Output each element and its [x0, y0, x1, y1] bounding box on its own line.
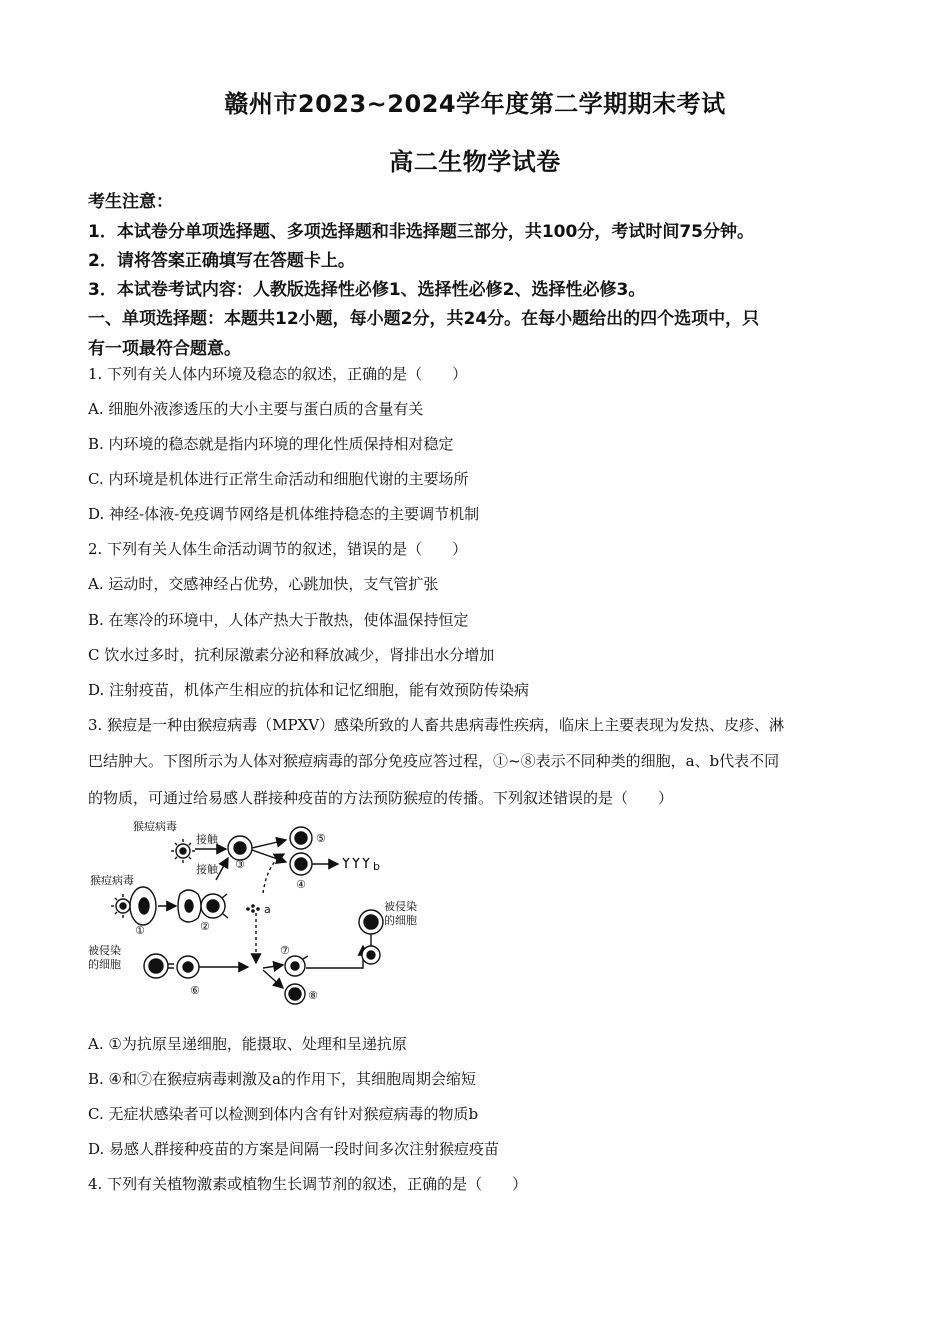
cell-3-icon — [228, 836, 252, 860]
cell-4-icon — [290, 853, 312, 875]
immune-response-diagram — [88, 818, 417, 1016]
antibody-icon — [343, 858, 369, 868]
question-3-option-b: B. ④和⑦在猴痘病毒刺激及a的作用下，其细胞周期会缩短 — [88, 1070, 476, 1088]
section1-heading-cont: 有一项最符合题意。 — [88, 339, 241, 359]
cell-5-number: ⑤ — [316, 832, 326, 845]
cell-1-number: ① — [135, 924, 145, 937]
virus-label-top: 猴痘病毒 — [133, 820, 177, 833]
question-2-option-b: B. 在寒冷的环境中，人体产热大于散热，使体温保持恒定 — [88, 611, 469, 629]
notice-item-3: 3．本试卷考试内容：人教版选择性必修1、选择性必修2、选择性必修3。 — [88, 280, 646, 300]
substance-b-label: b — [373, 860, 380, 873]
question-2-stem: 2. 下列有关人体生命活动调节的叙述，错误的是（ ） — [88, 540, 468, 558]
question-2-option-d: D. 注射疫苗，机体产生相应的抗体和记忆细胞，能有效预防传染病 — [88, 681, 530, 699]
cell-5-icon — [290, 827, 312, 849]
virus-label-left: 猴痘病毒 — [90, 874, 134, 887]
infected-cell-left-icon — [144, 954, 168, 978]
exam-subtitle: 高二生物学试卷 — [389, 148, 561, 176]
question-2-option-a: A. 运动时，交感神经占优势，心跳加快，支气管扩张 — [88, 575, 439, 593]
question-1-option-a: A. 细胞外液渗透压的大小主要与蛋白质的含量有关 — [88, 400, 424, 418]
question-3-stem-line-1: 3. 猴痘是一种由猴痘病毒（MPXV）感染所致的人畜共患病毒性疾病，临床上主要表现为发热、皮疹、淋 — [88, 716, 785, 734]
cell-7-icon — [285, 956, 308, 976]
cell-1-icon — [130, 887, 156, 925]
cell-6-icon — [177, 956, 199, 978]
cell-8-number: ⑧ — [308, 989, 318, 1002]
contact-label-1: 接触 — [196, 833, 218, 846]
cell-8-icon — [285, 984, 305, 1004]
infected-cell-label-right: 被侵染的细胞 — [384, 900, 417, 927]
section1-heading: 一、单项选择题：本题共12小题，每小题2分，共24分。在每小题给出的四个选项中，只 — [88, 309, 760, 329]
cell-3-number: ③ — [235, 858, 245, 871]
question-3-stem-line-3: 的物质，可通过给易感人群接种疫苗的方法预防猴痘的传播。下列叙述错误的是（ ） — [88, 789, 674, 807]
cell-2-number: ② — [200, 920, 210, 933]
infected-cell-right-icon — [359, 910, 383, 934]
notice-item-2: 2．请将答案正确填写在答题卡上。 — [88, 251, 355, 271]
cell-6-number: ⑥ — [190, 984, 200, 997]
presenting-cell-icon — [178, 890, 201, 922]
question-4-stem: 4. 下列有关植物激素或植物生长调节剂的叙述，正确的是（ ） — [88, 1175, 528, 1193]
exam-title: 赣州市2023~2024学年度第二学期期末考试 — [224, 90, 726, 118]
question-1-option-d: D. 神经-体液-免疫调节网络是机体维持稳态的主要调节机制 — [88, 505, 480, 523]
cell-7-effector-icon — [362, 946, 380, 964]
virus-icon-left — [111, 894, 130, 918]
cell-2-icon — [201, 894, 228, 918]
question-3-option-c: C. 无症状感染者可以检测到体内含有针对猴痘病毒的物质b — [88, 1105, 479, 1123]
infected-cell-label-left: 被侵染的细胞 — [88, 944, 121, 971]
contact-label-2: 接触 — [196, 863, 218, 876]
question-3-option-d: D. 易感人群接种疫苗的方案是间隔一段时间多次注射猴痘疫苗 — [88, 1140, 500, 1158]
question-2-option-c: C 饮水过多时，抗利尿激素分泌和释放减少，肾排出水分增加 — [88, 646, 495, 664]
substance-a-icon — [246, 904, 260, 913]
cell-4-number: ④ — [296, 878, 306, 891]
question-1-option-c: C. 内环境是机体进行正常生命活动和细胞代谢的主要场所 — [88, 470, 469, 488]
substance-a-label: a — [264, 903, 271, 916]
notice-heading: 考生注意： — [88, 192, 173, 212]
virus-icon-top — [171, 839, 195, 863]
question-3-option-a: A. ①为抗原呈递细胞，能摄取、处理和呈递抗原 — [88, 1035, 407, 1053]
notice-item-1: 1．本试卷分单项选择题、多项选择题和非选择题三部分，共100分，考试时间75分钟。 — [88, 222, 754, 242]
question-1-option-b: B. 内环境的稳态就是指内环境的理化性质保持相对稳定 — [88, 435, 454, 453]
cell-7-number: ⑦ — [280, 944, 290, 957]
question-3-stem-line-2: 巴结肿大。下图所示为人体对猴痘病毒的部分免疫应答过程，①~⑧表示不同种类的细胞，a、b代表不同 — [88, 752, 780, 770]
question-1-stem: 1. 下列有关人体内环境及稳态的叙述，正确的是（ ） — [88, 365, 468, 383]
